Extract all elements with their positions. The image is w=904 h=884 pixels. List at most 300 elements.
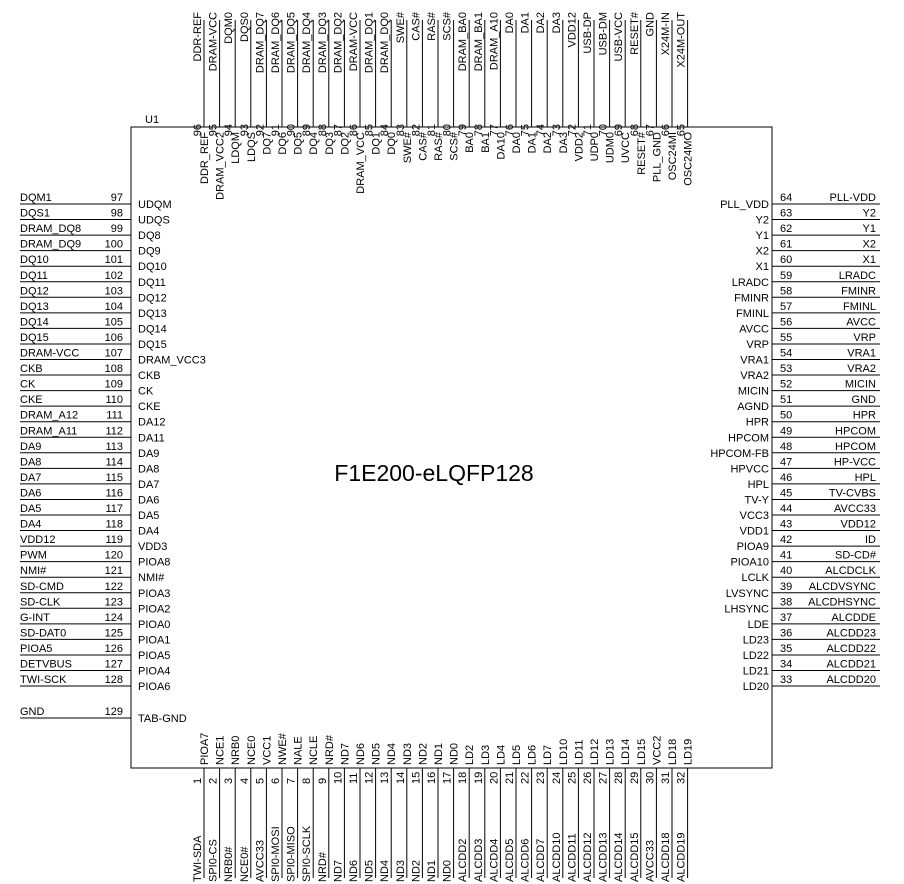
pin-number: 31 (660, 771, 672, 784)
net-label: GND (851, 394, 876, 407)
net-label: DQ15 (20, 331, 49, 344)
net-label: DRAM_DQ2 (332, 12, 345, 74)
pin-number: 72 (566, 124, 579, 137)
pin-number: 11 (348, 772, 360, 784)
net-label: ALCDD15 (628, 832, 641, 882)
pin-number: 42 (780, 534, 793, 547)
net-label: DQ14 (20, 316, 49, 329)
pin-name: AVCC (739, 323, 769, 336)
net-label: ALCDD11 (566, 833, 579, 882)
pin-number: 63 (780, 207, 793, 220)
pin-name: DA8 (138, 463, 160, 476)
pin-name: AGND (737, 401, 769, 414)
pin-name: LD23 (742, 634, 769, 647)
pin-number: 59 (780, 269, 793, 282)
pin-name: LD2 (464, 744, 477, 765)
net-label: DRAM_BA1 (472, 12, 485, 72)
pin-number: 114 (105, 456, 123, 469)
pin-name: DRAM_VCC (355, 132, 367, 194)
pin-name: DA3 (557, 132, 570, 154)
pin-number: 41 (780, 549, 793, 562)
pin-name: PIOA4 (138, 665, 171, 678)
pin-name: OSC24MO (682, 132, 695, 186)
pin-number: 37 (780, 611, 793, 624)
pin-name: DA12 (138, 416, 166, 429)
pin-number: 60 (780, 254, 793, 267)
pin-number: 94 (223, 124, 236, 137)
pin-number: 77 (488, 124, 501, 137)
net-label: TWI-SDA (192, 835, 204, 882)
pin-name: DQ1 (370, 132, 383, 155)
net-label: GND (644, 12, 657, 37)
pin-number: 13 (379, 771, 392, 784)
pin-number: 117 (105, 503, 123, 515)
pin-number: 55 (780, 331, 793, 344)
net-label: VRA1 (847, 347, 876, 360)
pin-name: LRADC (731, 276, 769, 289)
net-label: FMINL (843, 300, 876, 313)
pin-name: NALE (292, 736, 305, 765)
pin-name: FMINR (734, 292, 769, 305)
pin-number: 103 (104, 285, 123, 298)
pin-name: DA2 (542, 132, 555, 154)
pin-name: UVCC (620, 132, 633, 164)
net-label: DRAM_DQ7 (254, 12, 267, 74)
net-label: DRAM_DQ0 (379, 12, 392, 74)
net-label: GND (20, 706, 45, 718)
pin-name: NRB0 (230, 735, 243, 765)
net-label: ALCDD18 (660, 832, 672, 882)
pin-number: 12 (363, 771, 376, 784)
pin-name: PIOA2 (138, 603, 171, 616)
pin-number: 14 (394, 771, 407, 784)
net-label: ND4 (379, 859, 392, 882)
pin-number: 112 (105, 425, 123, 438)
pin-number: 48 (780, 440, 793, 453)
net-label: HP-VCC (833, 456, 876, 469)
pin-name: LHSYNC (724, 603, 769, 616)
pin-number: 28 (613, 771, 626, 784)
pin-number: 127 (104, 658, 123, 671)
pin-name: PIOA5 (138, 649, 171, 662)
reference-designator: U1 (145, 114, 160, 126)
pin-number: 43 (780, 518, 793, 531)
pin-number: 128 (104, 674, 123, 687)
net-label: ND6 (348, 859, 360, 882)
pin-number: 17 (441, 771, 454, 784)
pin-name: DQ10 (138, 261, 167, 274)
pin-name: LDQM (230, 132, 243, 164)
pin-number: 86 (348, 124, 360, 137)
net-label: DA7 (20, 471, 42, 484)
pin-name: LD12 (589, 738, 601, 765)
pin-number: 100 (104, 238, 123, 251)
pin-name: DA9 (138, 447, 160, 460)
net-label: DQM0 (223, 12, 236, 44)
pin-number: 27 (597, 771, 610, 784)
pin-number: 113 (105, 440, 123, 453)
net-label: LRADC (838, 269, 876, 282)
pin-number: 116 (105, 487, 123, 500)
pin-number: 121 (104, 565, 123, 578)
net-label: VDD12 (20, 534, 56, 547)
pin-name: PIOA9 (736, 541, 769, 554)
net-label: DRAM_DQ4 (301, 12, 314, 74)
pin-name: RESET# (635, 132, 648, 175)
pin-name: FMINL (736, 307, 769, 320)
pin-number: 102 (104, 269, 123, 282)
net-label: ALCDHSYNC (808, 596, 876, 609)
net-label: ALCDD3 (472, 838, 485, 882)
net-label: DQS1 (20, 207, 50, 220)
net-label: HPCOM (835, 425, 876, 438)
pin-number: 18 (457, 771, 470, 784)
pin-name: VCC3 (739, 510, 769, 522)
net-label: ALCDD19 (675, 832, 688, 882)
net-label: DRAM_DQ8 (20, 223, 82, 236)
pin-name: PIOA8 (138, 556, 171, 569)
pin-name: LDQS (245, 132, 258, 162)
net-label: DA1 (519, 12, 532, 34)
pin-number: 49 (780, 425, 793, 438)
net-label: ALCDVSYNC (808, 580, 876, 593)
pin-number: 51 (780, 394, 793, 407)
net-label: CKE (20, 394, 43, 407)
pin-number: 81 (426, 124, 438, 137)
net-label: DQ10 (20, 254, 49, 267)
pin-name: VDD2 (573, 132, 586, 162)
pin-name: DQ4 (308, 132, 321, 155)
net-label: DQS0 (238, 12, 251, 42)
net-label: SD-CD# (835, 549, 876, 562)
net-label: PWM (20, 549, 47, 562)
pin-number: 40 (780, 565, 793, 578)
pin-number: 45 (780, 487, 793, 500)
net-label: AVCC33 (834, 503, 876, 515)
pin-name: ND4 (386, 742, 399, 765)
net-label: DQ13 (20, 300, 49, 313)
net-label: NRD# (316, 852, 329, 882)
pin-name: DQ14 (138, 323, 167, 336)
pin-number: 46 (780, 471, 793, 484)
pin-number: 73 (550, 124, 563, 137)
pin-number: 62 (780, 223, 793, 236)
net-label: SD-CLK (20, 596, 61, 609)
pin-name: DRAM_VCC2 (214, 132, 227, 200)
net-label: DA3 (550, 12, 563, 34)
net-label: ND3 (394, 859, 407, 882)
net-label: DA5 (20, 503, 42, 515)
pin-name: OSC24MI (667, 132, 679, 181)
pin-name: DQ2 (339, 132, 352, 155)
pin-name: LD21 (742, 665, 769, 678)
pin-number: 108 (104, 363, 123, 376)
net-label: DRAM_DQ6 (270, 12, 282, 74)
pin-number: 39 (780, 580, 793, 593)
pin-name: LD11 (573, 739, 586, 765)
pin-name: VRA1 (740, 354, 769, 367)
net-label: DRAM-VCC (207, 12, 220, 72)
net-label: HPL (854, 471, 876, 484)
net-label: DA9 (20, 440, 42, 453)
pin-name: HPCOM-FB (710, 447, 769, 460)
pin-name: SCS# (448, 132, 461, 161)
pin-name: HPR (745, 416, 769, 429)
pin-number: 129 (104, 706, 123, 718)
net-label: FMINR (841, 285, 876, 298)
pin-number: 50 (780, 409, 793, 422)
net-label: ND0 (441, 859, 454, 882)
pin-name: TV-Y (744, 494, 769, 507)
net-label: G-INT (20, 611, 50, 624)
pin-name: ND0 (448, 742, 461, 765)
net-label: ALCDD6 (519, 838, 532, 882)
pin-name: PIOA7 (199, 732, 211, 765)
pin-name: DA5 (138, 510, 160, 522)
net-label: DQM1 (20, 192, 52, 204)
chip-body (131, 127, 772, 768)
pin-number: 26 (582, 771, 594, 784)
net-label: PIOA5 (20, 642, 53, 655)
net-label: ALCDD12 (582, 832, 594, 882)
pin-name: UDM0 (604, 132, 617, 164)
pin-number: 54 (780, 347, 793, 360)
net-label: RAS# (426, 12, 438, 41)
pin-number: 19 (472, 771, 485, 784)
net-label: AVCC33 (644, 840, 657, 882)
pin-name: PLL_VDD (720, 199, 769, 211)
pin-name: VDD3 (138, 541, 168, 554)
pin-number: 106 (104, 331, 123, 344)
net-label: DQ11 (20, 269, 48, 282)
net-label: USB-VCC (613, 12, 626, 62)
pin-number: 68 (628, 124, 641, 137)
net-label: DA8 (20, 456, 42, 469)
pin-name: VRA2 (740, 370, 769, 383)
pin-name: LCLK (741, 572, 769, 585)
net-label: SD-CMD (20, 580, 64, 593)
pin-name: LVSYNC (725, 587, 769, 600)
pin-number: 10 (332, 771, 345, 784)
net-label: ALCDD21 (826, 658, 876, 671)
pin-name: DA6 (138, 494, 160, 507)
net-label: ALCDD23 (826, 627, 876, 640)
pin-number: 69 (613, 124, 626, 137)
pin-name: NCE0 (245, 735, 258, 765)
pin-name: LD20 (742, 681, 769, 694)
pin-number: 89 (301, 124, 314, 137)
net-label: DRAM_DQ9 (20, 238, 82, 251)
net-label: SPI0-CS (207, 839, 220, 882)
pin-number: 70 (597, 124, 610, 137)
pin-name: LD18 (667, 738, 679, 765)
pin-name: X2 (755, 245, 769, 258)
net-label: ALCDD22 (826, 642, 876, 655)
net-label: VRA2 (847, 363, 876, 376)
net-label: DRAM-VCC (348, 12, 360, 72)
pin-number: 1 (192, 777, 204, 784)
net-label: USB-DP (582, 12, 594, 54)
pin-name: DQ3 (323, 132, 336, 155)
pin-name: LD22 (742, 649, 769, 662)
net-label: DRAM-VCC (20, 347, 80, 360)
pin-name: CAS# (417, 132, 430, 161)
pin-number: 90 (285, 124, 298, 137)
pin-name: DQ5 (292, 132, 305, 155)
pin-name: PIOA0 (138, 618, 171, 631)
pin-number: 71 (582, 124, 594, 137)
net-label: DA6 (20, 487, 42, 500)
net-label: DRAM_A10 (488, 12, 501, 71)
pin-number: 15 (410, 771, 423, 784)
net-label: ALCDD5 (504, 838, 516, 882)
net-label: TWI-SCK (20, 674, 67, 687)
pin-number: 126 (104, 642, 123, 655)
pin-name: ND1 (433, 742, 445, 765)
pin-name: PLL_GND (651, 132, 664, 183)
pin-number: 3 (223, 777, 236, 784)
pin-number: 107 (104, 347, 123, 360)
pin-name: Y2 (755, 214, 769, 227)
net-label: ALCDD7 (535, 838, 548, 882)
net-label: X24M-OUT (675, 12, 688, 68)
pin-name: HPVCC (730, 463, 769, 476)
net-label: DETVBUS (20, 658, 72, 671)
pin-number: 5 (254, 777, 267, 784)
pin-number: 32 (675, 771, 688, 784)
pin-number: 36 (780, 627, 793, 640)
net-label: X1 (862, 254, 876, 267)
pin-name: DA0 (511, 132, 523, 154)
pin-number: 16 (426, 771, 438, 784)
pin-number: 8 (301, 777, 314, 784)
pin-name: VDD1 (739, 525, 769, 538)
pin-number: 65 (675, 124, 688, 137)
net-label: VDD12 (566, 12, 579, 48)
pin-number: 2 (207, 777, 220, 784)
pin-number: 124 (104, 611, 123, 624)
pin-name: PIOA3 (138, 587, 171, 600)
net-label: ND5 (363, 859, 376, 882)
pin-name: VCC1 (261, 735, 274, 765)
pin-number: 83 (394, 124, 407, 137)
pin-number: 23 (535, 771, 548, 784)
pin-name: UDP0 (589, 132, 601, 162)
pin-name: PIOA6 (138, 681, 171, 694)
pin-number: 57 (780, 300, 793, 313)
pin-number: 88 (316, 124, 329, 137)
pin-name: RAS# (433, 132, 445, 161)
pin-number: 75 (519, 124, 532, 137)
net-label: DRAM_DQ5 (285, 12, 298, 74)
net-label: VDD12 (840, 518, 876, 531)
pin-number: 85 (363, 124, 376, 137)
net-label: ALCDDE (831, 611, 876, 624)
pin-number: 33 (780, 674, 793, 687)
pin-name: DQ7 (261, 132, 274, 155)
pin-number: 92 (254, 124, 267, 137)
net-label: X24M-IN (660, 12, 672, 56)
net-label: DQ12 (20, 285, 49, 298)
pin-number: 38 (780, 596, 793, 609)
pin-name: ND7 (339, 742, 352, 765)
pin-number: 9 (316, 777, 329, 784)
pin-number: 91 (270, 124, 282, 137)
pin-number: 76 (504, 124, 516, 137)
pin-name: DQ9 (138, 245, 161, 258)
net-label: HPR (852, 409, 876, 422)
net-label: ND2 (410, 859, 423, 882)
net-label: ALCDD2 (457, 838, 470, 882)
pin-name: DQ13 (138, 307, 167, 320)
pin-number: 30 (644, 771, 657, 784)
pin-name: VRP (746, 338, 769, 351)
pin-number: 4 (238, 777, 251, 784)
pin-number: 95 (207, 124, 220, 137)
pin-number: 80 (441, 124, 454, 137)
pin-number: 82 (410, 124, 423, 137)
pin-name: DA10 (495, 132, 508, 160)
pin-number: 6 (270, 777, 282, 784)
net-label: NCE0# (238, 846, 251, 882)
net-label: ALCDD20 (826, 674, 876, 687)
pin-name: MICIN (737, 385, 769, 398)
pin-number: 110 (105, 394, 123, 407)
pin-name: LD15 (635, 738, 648, 765)
pin-name: LDE (747, 618, 769, 631)
net-label: ALCDD13 (597, 832, 610, 882)
net-label: AVCC (846, 316, 876, 329)
pin-number: 74 (535, 124, 548, 137)
net-label: Y2 (862, 207, 876, 220)
pin-name: UDQM (138, 199, 172, 211)
pin-name: LD3 (479, 744, 492, 765)
pin-name: DQ15 (138, 338, 167, 351)
pin-name: DA11 (138, 432, 165, 445)
pin-number: 84 (379, 124, 392, 137)
net-label: DRAM_DQ3 (316, 12, 329, 74)
net-label: ID (865, 534, 876, 547)
net-label: ALCDCLK (825, 565, 876, 578)
pin-number: 47 (780, 456, 793, 469)
pin-number: 20 (488, 771, 501, 784)
pin-name: UDQS (138, 214, 170, 227)
pin-name: ND3 (401, 742, 414, 765)
pin-name: LD14 (620, 738, 633, 765)
net-label: CAS# (410, 12, 423, 41)
net-label: AVCC33 (254, 840, 267, 882)
pin-name: DA7 (138, 478, 160, 491)
part-name: F1E200-eLQFP128 (334, 460, 534, 486)
pin-name: LD4 (495, 744, 508, 765)
net-label: DRAM_DQ1 (363, 12, 376, 74)
net-label: DA4 (20, 518, 42, 531)
net-label: MICIN (844, 378, 876, 391)
pin-number: 93 (238, 124, 251, 137)
pin-number: 105 (104, 316, 123, 329)
pin-name: DQ12 (138, 292, 167, 305)
pin-number: 122 (104, 580, 123, 593)
net-label: ND7 (332, 859, 345, 882)
pin-name: ND5 (370, 742, 383, 765)
net-label: NRB0# (223, 846, 236, 882)
net-label: SWE# (394, 12, 407, 44)
pin-number: 34 (780, 658, 793, 671)
pin-name: X1 (755, 261, 769, 274)
pin-name: CK (138, 385, 154, 398)
pin-number: 99 (110, 223, 123, 236)
net-label: SCS# (441, 12, 454, 41)
